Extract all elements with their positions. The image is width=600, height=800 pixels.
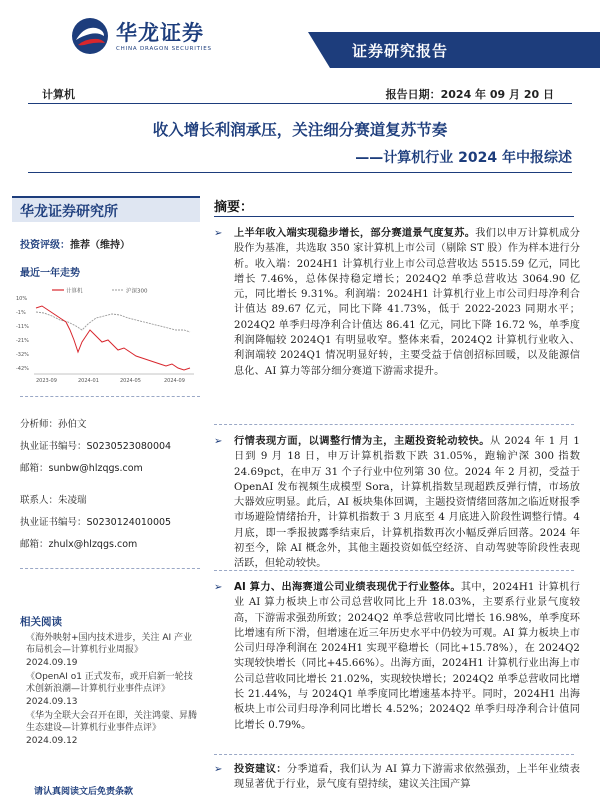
svg-text:10%: 10% (16, 296, 28, 302)
disclaimer-note: 请认真阅读文后免责条款 (34, 787, 134, 797)
svg-text:-1%: -1% (16, 310, 26, 316)
svg-text:2024-01: 2024-01 (78, 378, 99, 384)
svg-text:-11%: -11% (16, 324, 29, 330)
meta-row (28, 86, 572, 104)
summary-paragraph-4 (214, 762, 580, 793)
y-axis-ticks (16, 296, 29, 372)
analyst-cert: 执业证书编号：S0230523080004 (20, 441, 172, 452)
report-type-label: 证券研究报告 (352, 42, 449, 60)
rating (20, 236, 130, 251)
summary-paragraph-1 (214, 226, 580, 379)
contact-name: 联系人：朱凌瑞 (20, 495, 87, 506)
industry-label: 计算机 (42, 88, 75, 101)
svg-text:-21%: -21% (16, 338, 29, 344)
paragraph-lead: 行情表现方面，以调整行情为主，主题投资轮动较快。 (234, 436, 490, 447)
title-divider (28, 172, 572, 173)
related-report-1[interactable]: 《海外映射+国内技术进步，关注 AI 产业布局机会—计算机行业周报》 (26, 633, 193, 656)
related-report-3-date: 2024.09.12 (26, 736, 78, 746)
logo-chinese-text: 华龙证券 (116, 20, 204, 45)
analyst-name: 分析师：孙伯文 (20, 419, 87, 430)
report-title: 收入增长利润承压，关注细分赛道复苏节奏 (152, 121, 448, 139)
bullet-arrow-icon: ➢ (214, 436, 223, 447)
svg-text:2023-09: 2023-09 (36, 378, 57, 384)
svg-text:-42%: -42% (16, 366, 29, 372)
paragraph-divider (214, 424, 574, 425)
paragraph-text: 其中，2024H1 计算机行业 AI 算力板块上市公司总营收同比上升 18.03%，主要系行业景气度较高，下游需求强劲所致；2024Q2 单季总营收同比增长 16.98%，单季度环比增速有所下滑，但增速在近三年历史水平中仍较为可观。AI 算力板块上市公司归母净利润在 2024H1 实现平稳增长（同比+15.78%），在 2024Q2 实现较快增长（同比+45.66%）。出海方面，2024H1 计算机行业出海上市公司总营收同比增长 21.02%，实现较快增长；2024Q2 单季总营收同比增长 21.44%，与 2024Q1 单季度同比增速基本持平。同时，2024H1 出海板块上市公司归母净利同比增长 4.52%；2024Q2 单季归母净利合计值同比增长 0.79%。 (234, 582, 580, 731)
paragraph-lead: 上半年收入端实现稳步增长，部分赛道景气度复苏。 (234, 228, 476, 239)
company-logo (70, 16, 212, 56)
sidebar-divider (20, 568, 200, 569)
summary-rule (214, 216, 574, 217)
report-subtitle: ——计算机行业 2024 年中报综述 (355, 150, 572, 166)
related-report-2-date: 2024.09.13 (26, 697, 78, 707)
computer-index-line (36, 306, 190, 370)
paragraph-divider (214, 754, 574, 755)
paragraph-text: 分季道看，我们认为 AI 算力下游需求依然强劲，上半年业绩表现显著优于行业，景气度有望持续，建议关注国产算 (234, 764, 581, 791)
bullet-arrow-icon: ➢ (214, 582, 223, 593)
svg-text:-32%: -32% (16, 352, 29, 358)
dragon-logo-icon (70, 16, 110, 56)
related-reading-title: 相关阅读 (20, 616, 62, 628)
paragraph-text: 从 2024 年 1 月 1 日到 9 月 18 日，申万计算机指数下跌 31.05%，跑输沪深 300 指数 24.69pct，在申万 31 个子行业中位列第 30 位。2024 年 2 月初，受益于 OpenAI 发布视频生成模型 Sora，计算机指数呈现超跌反弹行情，市场放大器效应明显。此后，AI 板块集体回调，主题投资情绪回落加之临近财报季市场避险情绪抬升，计算机指数于 3 月底至 4 月底进入阶段性调整行情。4 月底，即一季报披露季结束后，计算机指数再次小幅反弹后回落。2024 年初至今，除 AI 概念外，其他主题投资如低空经济、自动驾驶等阶段性表现活跃，但轮动较快。 (234, 436, 580, 570)
trend-chart (12, 278, 202, 388)
svg-text:2024-09: 2024-09 (164, 378, 185, 384)
banner-corner (308, 32, 330, 68)
institute-name: 华龙证券研究所 (12, 196, 200, 222)
rating-value: 推荐（维持） (70, 240, 130, 251)
hs300-line (36, 312, 190, 332)
sidebar-divider (20, 396, 200, 397)
paragraph-text: 我们以申万计算机成分股作为基准，共选取 350 家计算机上市公司（剔除 ST 股）作为样本进行分析。收入端：2024H1 计算机行业上市公司总营收达 5515.59 亿元，同比增长 7.46%，总体保持稳定增长；2024Q2 单季总营收达 3064.90 亿元，同比增长 9.31%。利润端：2024H1 计算机行业上市公司归母净利合计值达 89.67 亿元，同比下降 41.73%，低于 2022-2023 同期水平；2024Q2 单季归母净利合计值达 86.41 亿元，同比下降 16.72 %，单季度利润降幅较 2024Q1 有明显收窄。整体来看，2024Q2 计算机行业收入、利润端较 2024Q1 情况明显好转，主要受益于信创招标回暖，以及能源信息化、AI 算力等部分细分赛道下游需求提升。 (234, 228, 580, 377)
summary-paragraph-2 (214, 434, 580, 572)
report-date: 报告日期：2024 年 09 月 20 日 (385, 88, 554, 101)
bullet-arrow-icon: ➢ (214, 764, 223, 775)
summary-paragraph-3 (214, 580, 580, 733)
main-content (214, 196, 584, 791)
related-report-3[interactable]: 《华为全联大会召开在即，关注鸿蒙、昇腾生态建设—计算机行业事件点评》 (26, 711, 198, 734)
related-report-1-date: 2024.09.19 (26, 658, 78, 668)
related-report-2[interactable]: 《OpenAI o1 正式发布，或开启新一轮技术创新浪潮—计算机行业事件点评》 (26, 672, 193, 695)
logo-english-text: CHINA DRAGON SECURITIES (116, 45, 212, 52)
trend-title: 最近一年走势 (20, 268, 80, 279)
legend-label-hs300: 沪深300 (126, 288, 148, 295)
bullet-arrow-icon: ➢ (214, 228, 223, 239)
contact-email: 邮箱：zhulx@hlzqgs.com (20, 539, 138, 550)
paragraph-divider (214, 570, 574, 571)
paragraph-lead: AI 算力、出海赛道公司业绩表现优于行业整体。 (234, 582, 461, 593)
summary-title: 摘要： (214, 200, 254, 215)
sidebar (12, 196, 202, 800)
svg-text:2024-05: 2024-05 (120, 378, 141, 384)
paragraph-lead: 投资建议： (234, 764, 287, 775)
legend-label-computer: 计算机 (66, 288, 83, 295)
x-axis-ticks (36, 378, 185, 384)
rating-label: 投资评级： (20, 240, 70, 251)
analyst-email: 邮箱：sunbw@hlzqgs.com (20, 463, 143, 474)
contact-cert: 执业证书编号：S0230124010005 (20, 517, 172, 528)
